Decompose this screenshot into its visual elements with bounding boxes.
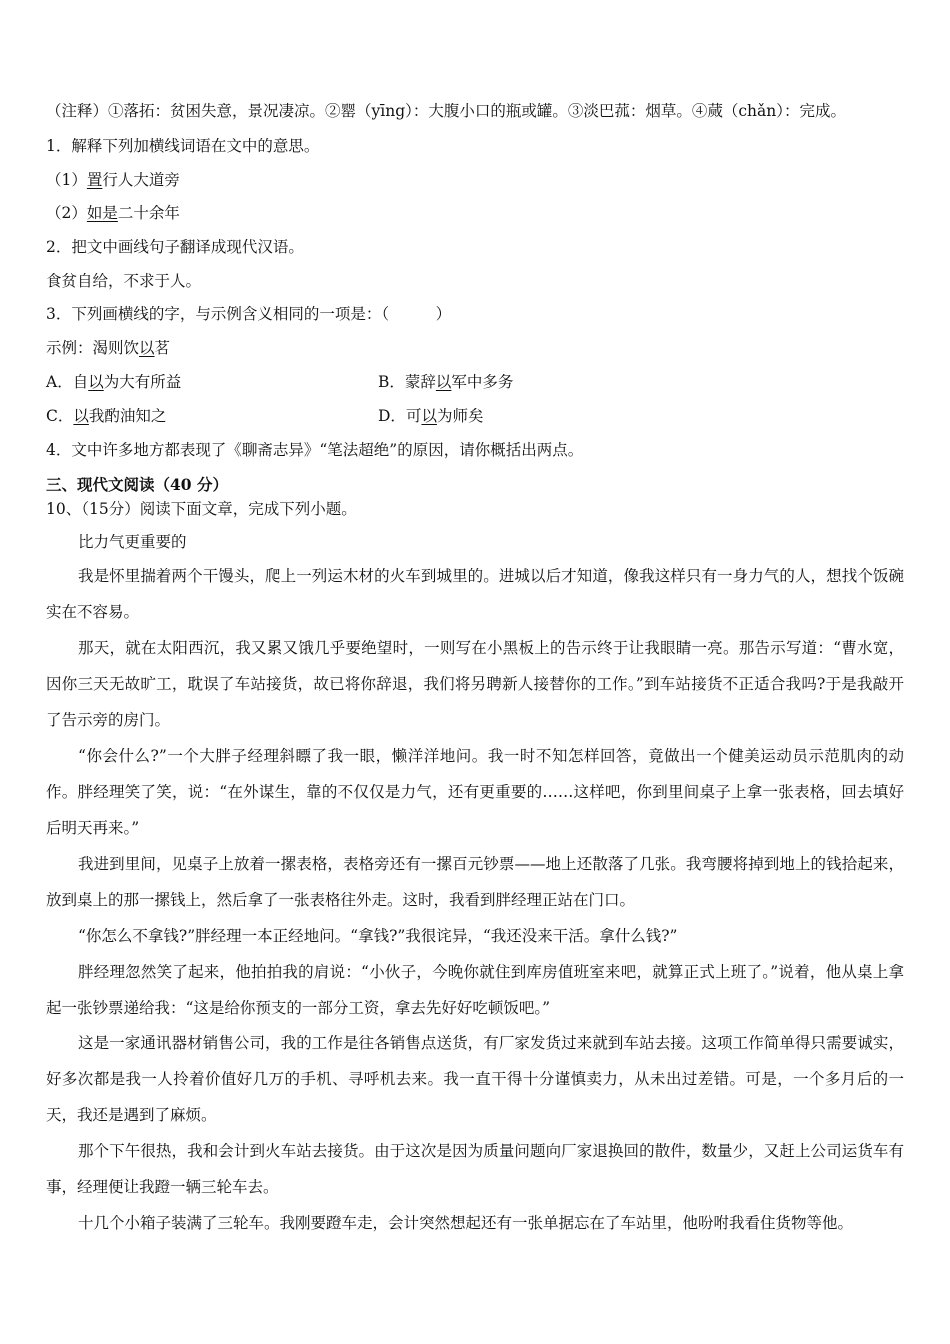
item-prefix: （2）	[46, 204, 87, 222]
underlined-word: 以	[73, 407, 89, 425]
example-prefix: 示例：渴则饮	[46, 339, 140, 357]
article-paragraph: 这是一家通讯器材销售公司，我的工作是往各销售点送货，有厂家发货过来就到车站去接。这项工作简单得只需要诚实，好多次都是我一人拎着价值好几万的手机、寻呼机去来。我一直干得十分谨慎卖力，从未出过差错。可是，一个多月后的一天，我还是遇到了麻烦。	[46, 1034, 904, 1124]
option-letter: D．	[378, 407, 406, 425]
question-2-sentence: 食贫自给，不求于人。	[46, 272, 202, 290]
option-letter: C．	[46, 407, 74, 425]
option-text: 我酌油知之	[88, 407, 167, 425]
article-paragraph: 十几个小箱子装满了三轮车。我刚要蹬车走，会计突然想起还有一张单据忘在了车站里，他吩咐我看住货物等他。	[78, 1214, 854, 1232]
option-d	[378, 406, 483, 426]
option-text: 可	[405, 407, 422, 425]
option-b	[378, 372, 513, 392]
question-4-prompt: 4．文中许多地方都表现了《聊斋志异》“笔法超绝”的原因，请你概括出两点。	[46, 441, 584, 459]
option-text: 为大有所益	[103, 373, 182, 391]
option-text: 军中多务	[451, 373, 514, 391]
option-text: 自	[72, 373, 89, 391]
option-text: 为师矣	[436, 407, 484, 425]
example-text: 茗	[154, 339, 171, 357]
article-paragraph: 我是怀里揣着两个干馒头，爬上一列运木材的火车到城里的。进城以后才知道，像我这样只有一身力气的人，想找个饭碗实在不容易。	[46, 567, 904, 621]
question-3-prompt: 3．下列画横线的字，与示例含义相同的一项是：（ ）	[46, 305, 452, 323]
question-10-intro: 10、（15分）阅读下面文章，完成下列小题。	[46, 500, 357, 518]
underlined-word: 以	[88, 373, 104, 391]
item-text: 二十余年	[117, 204, 180, 222]
option-a	[46, 372, 181, 392]
item-text: 行人大道旁	[102, 171, 180, 189]
option-letter: A．	[46, 373, 73, 391]
article-title: 比力气更重要的	[78, 533, 187, 551]
article-paragraph: “你会什么?”一个大胖子经理斜瞟了我一眼，懒洋洋地问。我一时不知怎样回答，竟做出一个健美运动员示范肌肉的动作。胖经理笑了笑，说：“在外谋生，靠的不仅仅是力气，还有更重要的……这样吧，你到里间桌子上拿一张表格，回去填好后明天再来。”	[46, 747, 904, 837]
article-paragraph: 我进到里间，见桌子上放着一摞表格，表格旁还有一摞百元钞票——地上还散落了几张。我弯腰将掉到地上的钱拾起来，放到桌上的那一摞钱上，然后拿了一张表格往外走。这时，我看到胖经理正站在门口。	[46, 855, 904, 909]
question-2-prompt: 2．把文中画线句子翻译成现代汉语。	[46, 238, 304, 256]
underlined-word: 以	[421, 407, 437, 425]
question-1-item-1	[46, 170, 180, 190]
section-heading: 三、现代文阅读（40 分）	[46, 475, 228, 494]
question-1-prompt: 1．解释下列加横线词语在文中的意思。	[46, 137, 320, 155]
underlined-word: 置	[86, 171, 103, 189]
underlined-word: 以	[139, 339, 155, 357]
article-paragraph: 那天，就在太阳西沉，我又累又饿几乎要绝望时，一则写在小黑板上的告示终于让我眼睛一亮。那告示写道：“曹水宽，因你三天无故旷工，耽误了车站接货，故已将你辞退，我们将另聘新人接替你的工作。”到车站接货不正适合我吗?于是我敲开了告示旁的房门。	[46, 639, 904, 729]
option-letter: B．	[378, 373, 405, 391]
article-paragraph: 那个下午很热，我和会计到火车站去接货。由于这次是因为质量问题向厂家退换回的散件，数量少，又赶上公司运货车有事，经理便让我蹬一辆三轮车去。	[46, 1142, 904, 1196]
annotation-notes: （注释）①落拓：贫困失意，景况凄凉。②罂（yīng）：大腹小口的瓶或罐。③淡巴菰：烟草。④蒇（chǎn）：完成。	[46, 102, 847, 120]
option-text: 蒙辞	[404, 373, 436, 391]
question-3-example	[46, 338, 170, 358]
item-prefix: （1）	[46, 171, 87, 189]
option-c	[46, 406, 166, 426]
underlined-word: 如是	[86, 204, 118, 222]
underlined-word: 以	[435, 373, 452, 391]
question-1-item-2	[46, 203, 180, 223]
article-paragraph: “你怎么不拿钱?”胖经理一本正经地问。“拿钱?”我很诧异，“我还没来干活。拿什么钱?”	[78, 927, 678, 945]
article-paragraph: 胖经理忽然笑了起来，他拍拍我的肩说：“小伙子，今晚你就住到库房值班室来吧，就算正式上班了。”说着，他从桌上拿起一张钞票递给我：“这是给你预支的一部分工资，拿去先好好吃顿饭吧。”	[46, 963, 904, 1017]
